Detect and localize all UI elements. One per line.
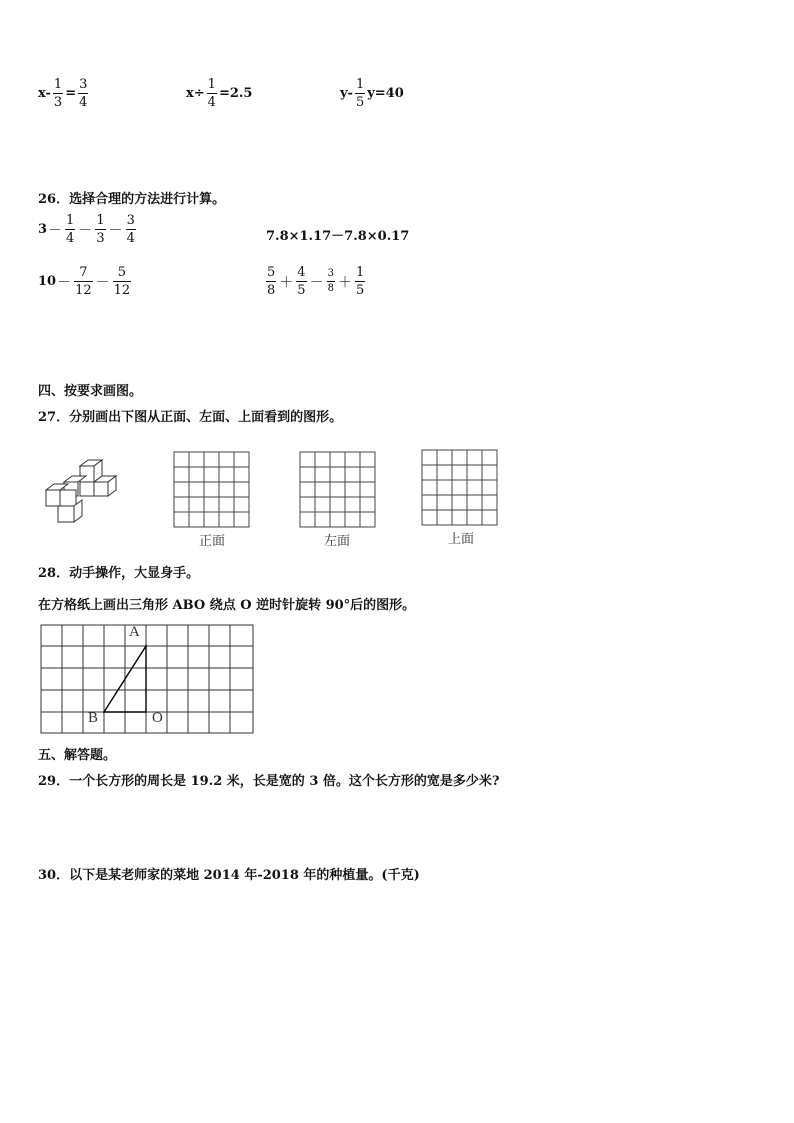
- left-view-label: 左面: [324, 533, 351, 548]
- denominator: 4: [126, 231, 135, 246]
- numerator: 3: [79, 77, 88, 92]
- eq-text: x÷: [186, 86, 205, 101]
- denominator: 8: [267, 283, 276, 298]
- q26-expr-2: 7.8×1.17－7.8×0.17: [266, 229, 410, 244]
- numerator: 4: [297, 265, 306, 280]
- numerator: 3: [327, 268, 334, 279]
- operator: －: [108, 222, 123, 239]
- point-o-label: O: [152, 710, 163, 726]
- operator: ＋: [279, 274, 294, 291]
- point-a-label: A: [129, 624, 140, 640]
- denominator: 5: [297, 283, 306, 298]
- numerator: 5: [117, 265, 127, 280]
- fraction: [355, 78, 365, 109]
- rotation-grid: [40, 624, 256, 736]
- equation-1: [38, 78, 90, 109]
- q26-expr-4: [264, 266, 367, 297]
- denominator: 3: [96, 231, 105, 246]
- denominator: 5: [355, 283, 365, 298]
- q27-title: 27．分别画出下图从正面、左面、上面看到的图形。: [38, 410, 343, 425]
- q26-title: 26．选择合理的方法进行计算。: [38, 192, 226, 207]
- fraction: [113, 266, 132, 297]
- operator: －: [95, 274, 110, 291]
- numerator: 3: [126, 213, 135, 228]
- point-b-label: B: [88, 710, 99, 726]
- operator: ＋: [337, 274, 352, 291]
- fraction: [78, 78, 88, 109]
- denominator: 4: [66, 231, 75, 246]
- q28-instruction: 在方格纸上画出三角形 ABO 绕点 O 逆时针旋转 90°后的图形。: [38, 598, 416, 613]
- fraction: [95, 214, 105, 245]
- numerator: 7: [79, 265, 88, 280]
- eq-text: =2.5: [218, 86, 253, 101]
- eq-text: y-: [340, 86, 353, 101]
- eq-text: 3: [38, 222, 48, 237]
- fraction: [74, 266, 93, 297]
- numerator: 1: [355, 77, 365, 92]
- denominator: 12: [113, 283, 131, 298]
- operator: －: [48, 222, 63, 239]
- fraction: [266, 266, 276, 297]
- denominator: 4: [207, 95, 216, 110]
- fraction: [296, 266, 306, 297]
- eq-text: 10: [38, 274, 57, 289]
- equation-3: [340, 78, 404, 109]
- eq-text: y=40: [367, 86, 404, 101]
- q29-text: 29．一个长方形的周长是 19.2 米，长是宽的 3 倍。这个长方形的宽是多少米?: [38, 774, 500, 789]
- q28-title: 28．动手操作，大显身手。: [38, 566, 200, 581]
- eq-text: x-: [38, 86, 51, 101]
- fraction: [126, 214, 136, 245]
- fraction: [207, 78, 217, 109]
- equation-2: [186, 78, 252, 109]
- fraction: [327, 269, 335, 294]
- eq-text: =: [65, 86, 77, 101]
- numerator: 5: [267, 265, 276, 280]
- numerator: 1: [53, 77, 63, 92]
- q30-text: 30．以下是某老师家的菜地 2014 年-2018 年的种植量。(千克): [38, 868, 420, 883]
- numerator: 1: [96, 213, 105, 228]
- operator: －: [309, 274, 324, 291]
- q26-expr-3: [38, 266, 133, 297]
- cube-figure: [44, 458, 124, 524]
- numerator: 1: [355, 265, 365, 280]
- front-view-label: 正面: [199, 533, 226, 548]
- fraction: [65, 214, 75, 245]
- operator: －: [78, 222, 93, 239]
- fraction: [53, 78, 63, 109]
- denominator: 4: [79, 95, 88, 110]
- denominator: 8: [327, 283, 334, 294]
- numerator: 1: [66, 213, 75, 228]
- fraction: [355, 266, 365, 297]
- denominator: 12: [75, 283, 92, 298]
- denominator: 3: [53, 95, 63, 110]
- numerator: 1: [207, 77, 216, 92]
- section-5-heading: 五、解答题。: [38, 748, 117, 763]
- q26-expr-1: [38, 214, 138, 245]
- section-4-heading: 四、按要求画图。: [38, 384, 143, 399]
- operator: －: [57, 274, 72, 291]
- denominator: 5: [355, 95, 365, 110]
- top-view-label: 上面: [448, 531, 475, 546]
